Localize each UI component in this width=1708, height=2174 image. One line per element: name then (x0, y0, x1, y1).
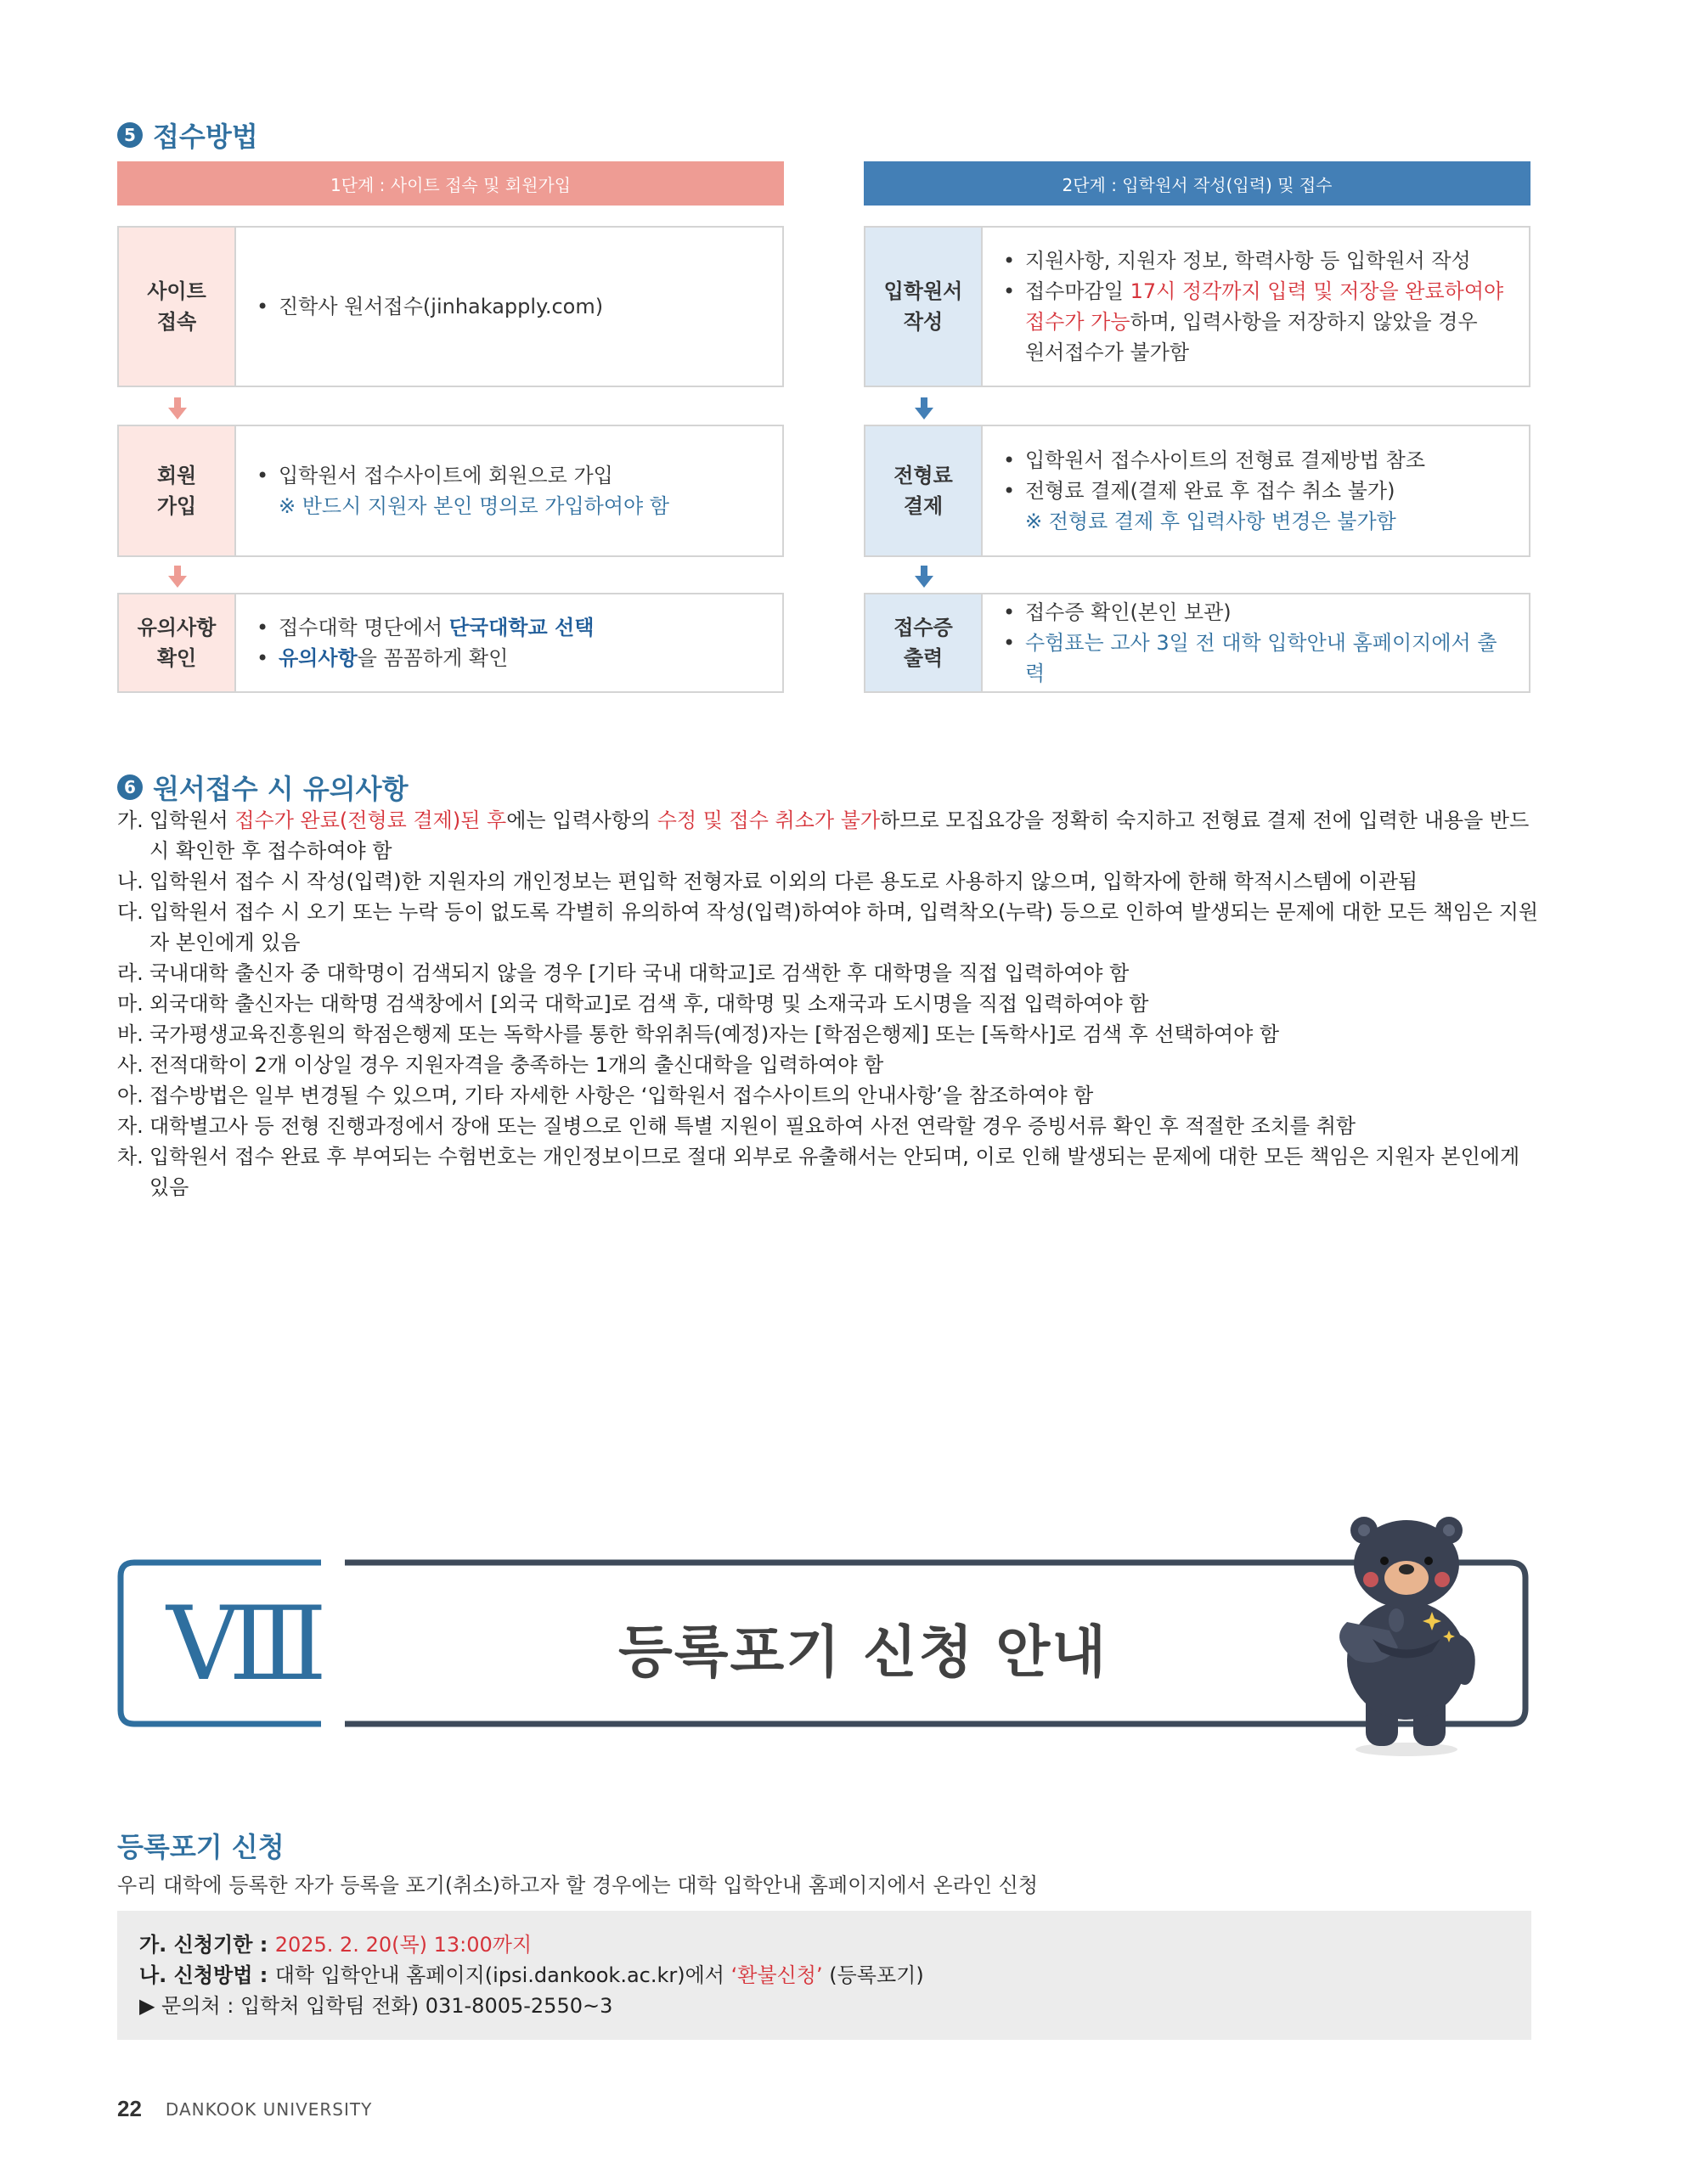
list-item: 다. 입학원서 접수 시 오기 또는 누락 등이 없도록 각별히 유의하여 작성(입력)하여야 하며, 입력착오(누락) 등으로 인하여 발생되는 문제에 대한 모든 책임은 지원자 본인에게 있음 (117, 900, 1539, 955)
registration-desc: 우리 대학에 등록한 자가 등록을 포기(취소)하고자 할 경우에는 대학 입학안내 홈페이지에서 온라인 신청 (117, 1873, 1038, 1897)
section6-title (117, 768, 409, 807)
step-site-access (117, 226, 784, 387)
chapter-banner (117, 1556, 1531, 1731)
down-arrow-icon (915, 566, 933, 588)
step-content: • 접수증 확인(본인 보관) • 수험표는 고사 3일 전 대학 입학안내 홈페이지에서 출력 (1003, 600, 1497, 685)
contact-row: ▶ 문의처 : 입학처 입학팀 전화) 031-8005-2550~3 (139, 1994, 613, 2018)
list-item: 마. 외국대학 출신자는 대학명 검색창에서 [외국 대학교]로 검색 후, 대학명 및 소재국과 도시명을 직접 입력하여야 함 (117, 992, 1149, 1016)
step-label: 회원 가입 (119, 426, 236, 555)
step-label: 전형료 결제 (865, 426, 983, 555)
chapter-number: Ⅷ (166, 1585, 321, 1704)
stage2-bar: 2단계 : 입학원서 작성(입력) 및 접수 (864, 161, 1530, 206)
number-6-badge: 6 (117, 774, 143, 800)
step-fee-payment (864, 425, 1530, 557)
list-item: 바. 국가평생교육진흥원의 학점은행제 또는 독학사를 통한 학위취득(예정)자는 [학점은행제] 또는 [독학사]로 검색 후 선택하여야 함 (117, 1022, 1280, 1046)
registration-title: 등록포기 신청 (117, 1831, 285, 1863)
step-label: 사이트 접속 (119, 228, 236, 386)
list-item: 가. 입학원서 접수가 완료(전형료 결제)된 후에는 입력사항의 수정 및 접수 취소가 불가하므로 모집요강을 정확히 숙지하고 전형료 결제 전에 입력한 내용을 반드시 확인한 후 접수하여야 함 (117, 808, 1530, 863)
page-number: 22 (117, 2096, 142, 2121)
down-arrow-icon (168, 397, 187, 420)
list-item: 라. 국내대학 출신자 중 대학명이 검색되지 않을 경우 [기타 국내 대학교]로 검색한 후 대학명을 직접 입력하여야 함 (117, 961, 1130, 985)
step-content: • 지원사항, 지원자 정보, 학력사항 등 입학원서 작성 • 접수마감일 17시 정각까지 입력 및 저장을 완료하여야 접수가 가능하며, 입력사항을 저장하지 않았을 경우 원서접수가 불가함 (1003, 249, 1504, 364)
down-arrow-icon (168, 566, 187, 588)
step-application-write (864, 226, 1530, 387)
stage1-bar: 1단계 : 사이트 접속 및 회원가입 (117, 161, 784, 206)
chapter-title: 등록포기 신청 안내 (618, 1619, 1108, 1685)
section5-title (117, 115, 258, 155)
step-ticket-print (864, 593, 1530, 693)
list-item: 아. 접수방법은 일부 변경될 수 있으며, 기타 자세한 사항은 ‘입학원서 접수사이트의 안내사항’을 참조하여야 함 (117, 1084, 1094, 1107)
step-content: • 접수대학 명단에서 단국대학교 선택 • 유의사항을 꼼꼼하게 확인 (256, 616, 595, 670)
registration-info-box (117, 1911, 1531, 2040)
step-label: 접수증 출력 (865, 594, 983, 691)
list-item: 자. 대학별고사 등 전형 진행과정에서 장애 또는 질병으로 인해 특별 지원이 필요하여 사전 연락할 경우 증빙서류 확인 후 적절한 조치를 취함 (117, 1114, 1356, 1138)
step-content: • 진학사 원서접수(jinhakapply.com) (256, 295, 604, 318)
step-label: 입학원서 작성 (865, 228, 983, 386)
step-label: 유의사항 확인 (119, 594, 236, 691)
section6-heading: 원서접수 시 유의사항 (153, 773, 409, 805)
step-caution-check (117, 593, 784, 693)
method-row: 나. 신청방법 : 대학 입학안내 홈페이지(ipsi.dankook.ac.kr)에서 ‘환불신청’ (등록포기) (139, 1963, 924, 1987)
page-footer (117, 2096, 372, 2122)
university-name: DANKOOK UNIVERSITY (165, 2098, 373, 2120)
caution-notes-list (117, 805, 1544, 1202)
step-content: • 입학원서 접수사이트에 회원으로 가입 ※ 반드시 지원자 본인 명의로 가입하여야 함 (256, 464, 670, 518)
down-arrow-icon (915, 397, 933, 420)
step-member-join (117, 425, 784, 557)
deadline-row: 가. 신청기한 : 2025. 2. 20(목) 13:00까지 (139, 1933, 533, 1957)
number-5-badge: 5 (117, 122, 143, 148)
step-content: • 입학원서 접수사이트의 전형료 결제방법 참조 • 전형료 결제(결제 완료 후 접수 취소 불가) ※ 전형료 결제 후 입력사항 변경은 불가함 (1003, 448, 1426, 533)
list-item: 나. 입학원서 접수 시 작성(입력)한 지원자의 개인정보는 편입학 전형자료 이외의 다른 용도로 사용하지 않으며, 입학자에 한해 학적시스템에 이관됨 (117, 870, 1418, 893)
section5-heading: 접수방법 (153, 121, 258, 153)
list-item: 차. 입학원서 접수 완료 후 부여되는 수험번호는 개인정보이므로 절대 외부로 유출해서는 안되며, 이로 인해 발생되는 문제에 대한 모든 책임은 지원자 본인에게 있음 (117, 1145, 1520, 1199)
list-item: 사. 전적대학이 2개 이상일 경우 지원자격을 충족하는 1개의 출신대학을 입력하여야 함 (117, 1053, 884, 1077)
